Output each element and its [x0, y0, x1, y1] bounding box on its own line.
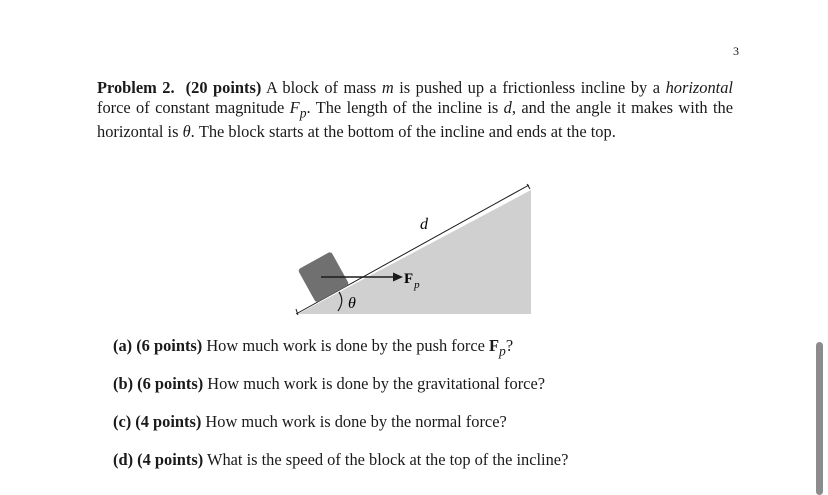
- question-c: [113, 412, 507, 432]
- angle-label: θ: [348, 295, 356, 312]
- question-b-text: How much work is done by the gravitational force?: [203, 374, 545, 393]
- length-variable: d: [503, 97, 512, 117]
- question-b-label: (b) (6 points): [113, 374, 204, 393]
- incline-wedge: [298, 190, 531, 314]
- force-variable: $F_p$: [289, 97, 307, 120]
- mass-variable: m: [381, 78, 394, 97]
- horizontal-emphasis: horizontal: [665, 78, 733, 97]
- angle-variable: θ: [182, 122, 191, 142]
- question-a-text: How much work is done by the push force: [202, 336, 490, 355]
- question-d: [113, 450, 568, 470]
- problem-text-4: . The length of the incline is: [306, 97, 504, 117]
- push-force-symbol: $F_p$: [489, 336, 506, 359]
- force-label: $F_p$: [404, 271, 420, 291]
- question-a: (a) (6 points) How much work is done by the push force $F_p$?: [113, 336, 514, 359]
- problem-text-1: A block of mass: [261, 78, 382, 97]
- problem-text-6: . The block starts at the bottom of the incline and ends at the top.: [190, 122, 616, 142]
- question-a-label: (a) (6 points): [113, 336, 203, 355]
- problem-text-2: is pushed up a frictionless incline by a: [393, 78, 666, 97]
- length-label: d: [420, 216, 428, 233]
- page-number: 3: [733, 44, 739, 58]
- problem-text-5: , and the angle it makes with the horizontal is: [97, 97, 733, 142]
- problem-text-3: force of constant magnitude: [97, 97, 290, 117]
- question-c-text: How much work is done by the normal force?: [201, 412, 507, 431]
- question-d-label: (d) (4 points): [113, 450, 204, 469]
- problem-statement: [97, 78, 733, 142]
- question-b: [113, 374, 545, 394]
- problem-label: Problem 2.: [97, 78, 175, 97]
- question-c-label: (c) (4 points): [113, 412, 202, 431]
- problem-points: (20 points): [185, 78, 262, 97]
- question-d-text: What is the speed of the block at the top of the incline?: [203, 450, 569, 469]
- scrollbar-thumb[interactable]: [816, 342, 823, 495]
- incline-diagram: [283, 178, 543, 320]
